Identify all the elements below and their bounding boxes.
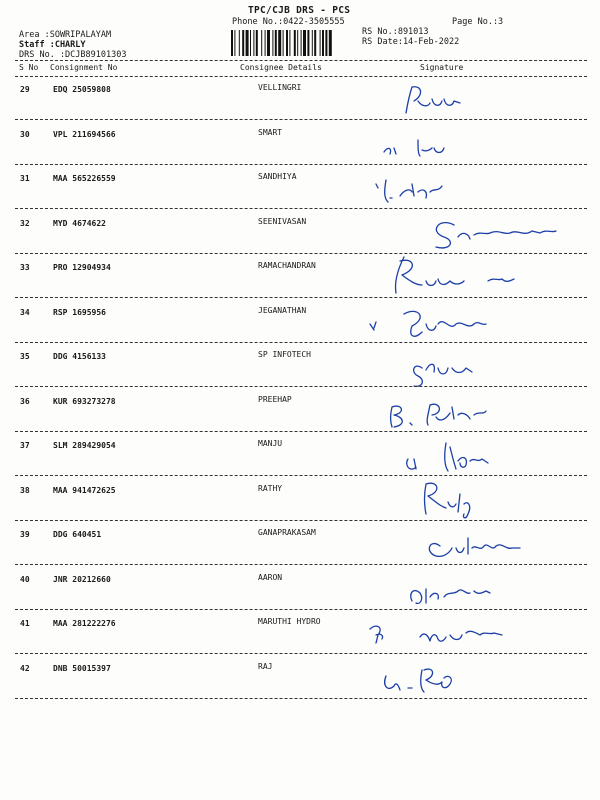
- phone-number: Phone No.:0422-3505555: [232, 17, 345, 27]
- column-header-signature: Signature: [420, 63, 464, 72]
- row-sno: 34: [20, 307, 30, 317]
- row-consignment-number: MYD 4674622: [53, 218, 106, 228]
- row-sno: 42: [20, 663, 30, 673]
- row-sno: 36: [20, 396, 30, 406]
- sheet-title: TPC/CJB DRS - PCS: [248, 5, 351, 16]
- rs-number: RS No.:891013: [362, 27, 429, 37]
- area-field: Area :SOWRIPALAYAM: [19, 30, 112, 40]
- row-consignee-name: AARON: [258, 572, 283, 582]
- row-consignment-number: MAA 565226559: [53, 174, 116, 183]
- row-consignment-number: EDQ 25059808: [53, 85, 111, 94]
- row-sno: 29: [20, 85, 30, 94]
- column-header-sno: S No: [19, 63, 39, 72]
- row-consignment-number: PRO 12904934: [53, 263, 111, 272]
- signature-icon: [370, 340, 570, 390]
- signature-icon: [370, 429, 570, 479]
- row-sno: 31: [20, 174, 30, 183]
- row-sno: 30: [20, 129, 30, 139]
- row-consignee-name: PREEHAP: [258, 394, 292, 404]
- rs-date: RS Date:14-Feb-2022: [362, 37, 460, 47]
- drs-number: DRS No. :DCJB89101303: [19, 50, 127, 60]
- signature-icon: [370, 162, 570, 212]
- row-sno: 32: [20, 218, 30, 228]
- row-consignee-name: JEGANATHAN: [258, 305, 307, 315]
- row-consignee-name: GANAPRAKASAM: [258, 528, 316, 537]
- row-consignee-name: SANDHIYA: [258, 172, 297, 181]
- signature-icon: [370, 563, 570, 613]
- row-sno: 35: [20, 352, 30, 361]
- signature-icon: [370, 251, 570, 301]
- column-header-consignee: Consignee Details: [240, 63, 322, 72]
- row-sno: 33: [20, 263, 30, 272]
- row-consignment-number: DDG 4156133: [53, 352, 106, 361]
- row-sno: 41: [20, 619, 30, 628]
- row-consignment-number: DNB 50015397: [53, 663, 111, 673]
- row-sno: 38: [20, 485, 30, 495]
- row-consignee-name: RAMACHANDRAN: [258, 261, 316, 270]
- row-consignment-number: RSP 1695956: [53, 307, 106, 317]
- row-sno: 40: [20, 574, 30, 584]
- row-sno: 39: [20, 530, 30, 539]
- row-consignee-name: RAJ: [258, 661, 273, 671]
- signature-icon: [370, 296, 570, 346]
- row-consignment-number: SLM 289429054: [53, 441, 116, 450]
- row-consignee-name: SP INFOTECH: [258, 350, 311, 359]
- row-consignment-number: KUR 693273278: [53, 396, 116, 406]
- signature-icon: [370, 385, 570, 435]
- row-consignment-number: VPL 211694566: [53, 129, 116, 139]
- row-consignee-name: MANJU: [258, 439, 283, 448]
- signature-icon: [370, 607, 570, 657]
- barcode-icon: [231, 30, 355, 56]
- signature-icon: [370, 73, 570, 123]
- row-consignment-number: MAA 941472625: [53, 485, 116, 495]
- table-row: [0, 661, 600, 708]
- row-consignee-name: VELLINGRI: [258, 83, 302, 92]
- row-divider: [15, 698, 587, 699]
- row-consignee-name: SMART: [258, 127, 283, 137]
- row-consignment-number: DDG 640451: [53, 530, 102, 539]
- row-consignment-number: MAA 281222276: [53, 619, 116, 628]
- page-number: Page No.:3: [452, 17, 504, 27]
- signature-icon: [370, 118, 570, 168]
- row-consignee-name: MARUTHI HYDRO: [258, 617, 321, 626]
- row-sno: 37: [20, 441, 30, 450]
- staff-field: Staff :CHARLY: [19, 40, 86, 50]
- signature-icon: [370, 518, 570, 568]
- signature-icon: [370, 474, 570, 524]
- row-consignee-name: SEENIVASAN: [258, 216, 307, 226]
- signature-icon: [370, 207, 570, 257]
- header-divider-top: [15, 60, 587, 61]
- column-header-consignment: Consignment No: [50, 63, 118, 72]
- row-consignment-number: JNR 20212660: [53, 574, 111, 584]
- signature-icon: [370, 652, 570, 702]
- row-consignee-name: RATHY: [258, 483, 283, 493]
